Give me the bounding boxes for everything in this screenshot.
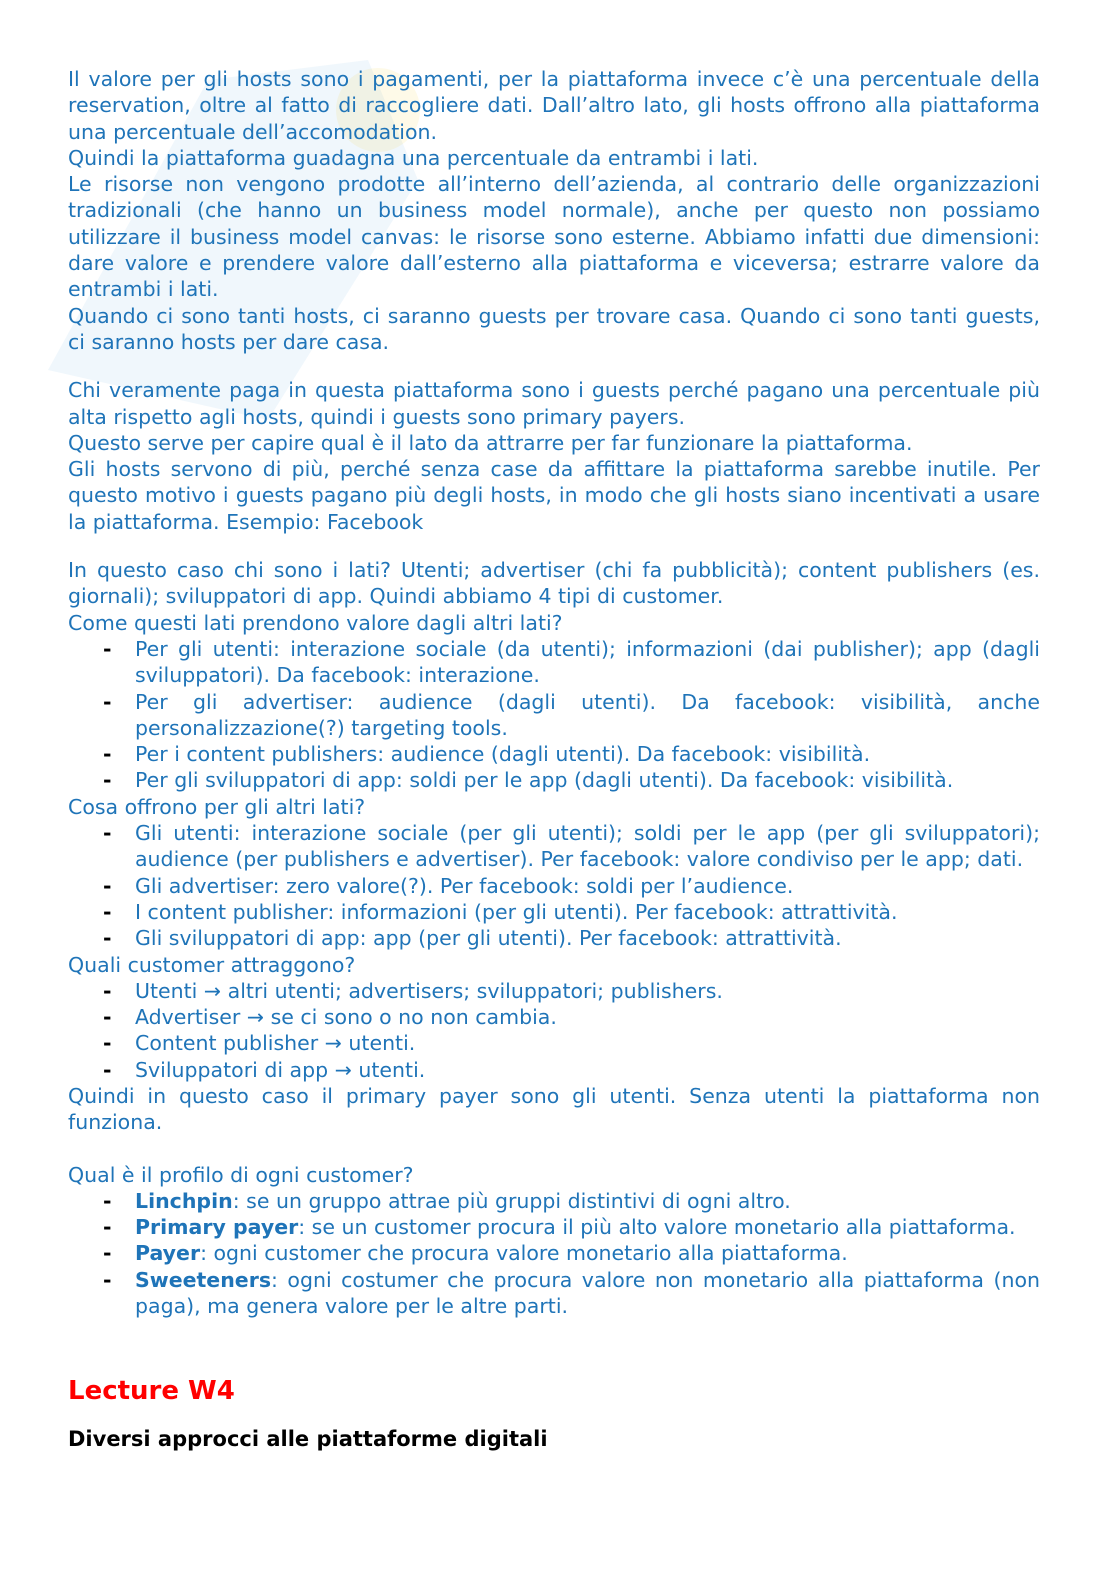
paragraph-primary-payer-users: Quindi in questo caso il primary payer sono gli utenti. Senza utenti la piattaforma non funziona.: [68, 1083, 1040, 1135]
section-heading: Diversi approcci alle piattaforme digitali: [68, 1427, 548, 1452]
arrow-right-icon: →: [334, 1057, 352, 1082]
paragraph-network-effect: Quando ci sono tanti hosts, ci saranno guests per trovare casa. Quando ci sono tanti guests, ci saranno hosts per dare casa.: [68, 303, 1040, 354]
question-offer: Cosa offrono per gli altri lati?: [68, 794, 366, 819]
attract-subject: Content publisher: [135, 1031, 319, 1056]
arrow-right-icon: →: [324, 1031, 342, 1056]
list-item: [135, 1214, 1040, 1240]
attract-rest: utenti.: [348, 1031, 416, 1056]
list-item: - Gli utenti: interazione sociale (per gli utenti); soldi per le app (per gli sviluppatori); audience (per publishers e advertiser). Per facebook: valore condiviso per le app; dati.: [135, 820, 1040, 873]
term-definition: : se un gruppo attrae più gruppi distintivi di ogni altro.: [232, 1188, 791, 1213]
list-item: [135, 1057, 1040, 1083]
question-take-value: Come questi lati prendono valore dagli altri lati?: [68, 610, 563, 635]
list-item: - Per i content publishers: audience (dagli utenti). Da facebook: visibilità.: [135, 741, 1040, 767]
paragraph-hosts-importance: Gli hosts servono di più, perché senza case da affittare la piattaforma sarebbe inutile. Per questo motivo i guests pagano più degli hosts, in modo che gli hosts siano incentivati a usare la piattaforma. Esempio: Facebook: [68, 457, 1040, 534]
list-item: [135, 1030, 1040, 1056]
list-item: [135, 1004, 1040, 1030]
term-payer: Payer: [135, 1241, 201, 1266]
list-item: [135, 1188, 1040, 1214]
question-customer-profile: Qual è il profilo di ogni customer?: [68, 1162, 414, 1187]
term-definition: : ogni customer che procura valore monetario alla piattaforma.: [200, 1241, 848, 1266]
attract-rest: utenti.: [358, 1057, 426, 1082]
paragraph-primary-payers: Chi veramente paga in questa piattaforma sono i guests perché pagano una percentuale più alta rispetto agli hosts, quindi i guests sono primary payers.: [68, 378, 1040, 429]
list-item: [135, 1240, 1040, 1266]
term-sweeteners: Sweeteners: [135, 1267, 272, 1292]
question-attract: Quali customer attraggono?: [68, 952, 356, 977]
attract-subject: Advertiser: [135, 1005, 241, 1030]
paragraph-platform-earnings: Quindi la piattaforma guadagna una percentuale da entrambi i lati.: [68, 145, 759, 170]
list-item: - I content publisher: informazioni (per gli utenti). Per facebook: attrattività.: [135, 899, 1040, 925]
paragraph-facebook-sides: In questo caso chi sono i lati? Utenti; advertiser (chi fa pubblicità); content publishers (es. giornali); sviluppatori di app. Quindi abbiamo 4 tipi di customer.: [68, 558, 1040, 609]
term-linchpin: Linchpin: [135, 1188, 233, 1213]
attract-rest: se ci sono o no non cambia.: [270, 1005, 557, 1030]
arrow-right-icon: →: [246, 1005, 265, 1030]
attract-rest: altri utenti; advertisers; sviluppatori; publishers.: [227, 978, 723, 1003]
list-item: - Per gli utenti: interazione sociale (da utenti); informazioni (dai publisher); app (dagli sviluppatori). Da facebook: interazione.: [135, 636, 1040, 689]
list-item: - Per gli sviluppatori di app: soldi per le app (dagli utenti). Da facebook: visibilità.: [135, 767, 1040, 793]
paragraph-hosts-value: Il valore per gli hosts sono i pagamenti, per la piattaforma invece c’è una percentuale della reservation, oltre al fatto di raccogliere dati. Dall’altro lato, gli hosts offrono alla piattaforma una percentuale dell’accomodation.: [68, 67, 1040, 144]
document-page: [68, 66, 1040, 1453]
list-item: [135, 978, 1040, 1004]
lecture-heading: Lecture W4: [68, 1376, 235, 1407]
list-take-value: [68, 636, 1040, 794]
list-attract: [68, 978, 1040, 1083]
list-item: - Gli sviluppatori di app: app (per gli utenti). Per facebook: attrattività.: [135, 925, 1040, 951]
list-customer-profile: [68, 1188, 1040, 1319]
list-item: - Per gli advertiser: audience (dagli utenti). Da facebook: visibilità, anche personalizzazione(?) targeting tools.: [135, 689, 1040, 742]
list-item: - Gli advertiser: zero valore(?). Per facebook: soldi per l’audience.: [135, 873, 1040, 899]
term-definition: : se un customer procura il più alto valore monetario alla piattaforma.: [298, 1215, 1016, 1240]
term-primary-payer: Primary payer: [135, 1215, 299, 1240]
paragraph-external-resources: Le risorse non vengono prodotte all’interno dell’azienda, al contrario delle organizzazioni tradizionali (che hanno un business model normale), anche per questo non possiamo utilizzare il business model canvas: le risorse sono esterne. Abbiamo infatti due dimensioni: dare valore e prendere valore dall’esterno alla piattaforma e viceversa; estrarre valore da entrambi i lati.: [68, 172, 1040, 302]
attract-subject: Utenti: [135, 978, 198, 1003]
list-item: [135, 1267, 1040, 1320]
arrow-right-icon: →: [203, 978, 222, 1003]
attract-subject: Sviluppatori di app: [135, 1057, 329, 1082]
paragraph-attract-side: Questo serve per capire qual è il lato da attrarre per far funzionare la piattaforma.: [68, 430, 913, 455]
term-definition: : ogni costumer che procura valore non monetario alla piattaforma (non paga), ma genera valore per le altre parti.: [135, 1267, 1040, 1319]
list-offer: [68, 820, 1040, 951]
